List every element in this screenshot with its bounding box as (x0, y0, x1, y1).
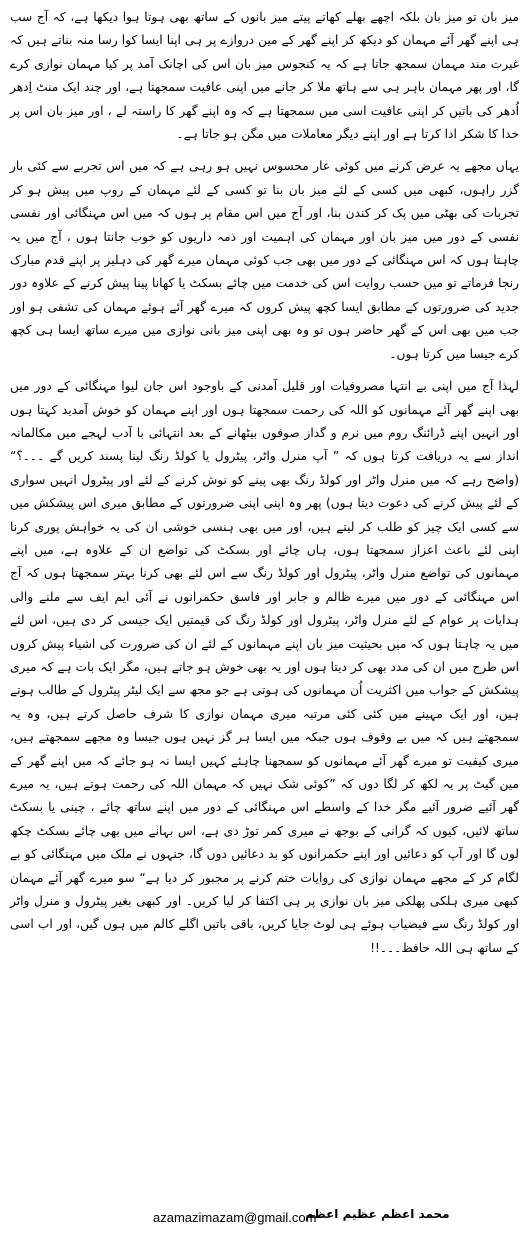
author-email: azamazimazam@gmail.com (153, 1210, 317, 1225)
paragraph-2: یہاں مجھے یہ عرض کرنے میں کوئی عار محسوس نہیں ہو رہی ہے کہ میں اس تجربے سے کئی بار گزر راہوں، کبھی میں کسی کے لئے میز بان بنا تو کسی کے لئے مہمان کے روپ میں پیش ہو کر تجربات کی بھٹی میں پک کر کندن بنا، اور آج میں اس مقام پر ہوں کہ میں اس مہنگائی اور نفسی نفسی کے دور میں میز بان اور مہمان کی اہمیت اور ذمہ داریوں کو خوب جانتا ہوں ، آج میں یہ چاہتا ہوں کہ اس مہنگائی کے دور میں بھی جب کوئی مہمان میرے گھر کی دہلیز پر اپنے قدم مبارک رنجا فرماتے تو میں حسب روایت اس کی خدمت میں چائے بسکٹ یا کھانا پینا پیش کرنے کے علاوہ دور جدید کی ضرورتوں کے مطابق ایسا کچھ پیش کروں کہ میرے گھر آئے ہوئے مہمان کی تشفی ہو اور جب میں بھی اس کے گھر حاضر ہوں تو وہ بھی اپنی میز بانی نوازی میں میرے ساتھ ایسا ہی کچھ کرے جیسا میں کرتا ہوں۔ (10, 159, 519, 361)
article-column (10, 6, 519, 969)
paragraph-1: میز بان تو میز بان بلکہ اچھے بھلے کھاتے پیتے میز بانوں کے ساتھ بھی ہوتا ہوا دیکھا ہے، کہ آج سب ہی اپنے گھر آئے مہمان کو دیکھ کر اپنے گھر کے مین دروازے پر ہی اپنا ایسا کوا رسا منہ بناتے ہیں کہ غیرت مند مہمان سمجھ جاتا ہے کہ یہ کنجوس میز بان اس کی اچانک آمد پر کیا مہمان نوازی کرے گا، اور پھر مہمان باہر ہی سے ہاتھ ملا کر جانے میں اپنی عافیت سمجھتا ہے، اور چند ایک منٹ اِدھر اُدھر کی باتیں کر اپنی عافیت اسی میں سمجھتا ہے کہ وہ اپنے گھر کا راستہ لے ، اور میز بان اس پر خدا کا شکر ادا کرتا ہے اور اپنے دیگر معاملات میں مگن ہو جاتا ہے۔ (10, 10, 519, 142)
article-footer (0, 1204, 529, 1234)
author-name: محمد اعظم عظیم اعظم (305, 1207, 450, 1221)
paragraph-3: لہذا آج میں اپنی بے انتہا مصروفیات اور قلیل آمدنی کے باوجود اس جان لیوا مہنگائی کے دور میں بھی اپنے گھر آئے مہمانوں کو اللہ کی رحمت سمجھتا ہوں اور اپنے مہمان کو خوش آمدید کہتا ہوں اور انہیں اپنے ڈرائنگ روم میں نرم و گداز صوفوں بیٹھانے کے بعد انتہائی با آدب لہجے میں مکالمانہ انداز سے یہ دریافت کرتا ہوں کہ ” آپ منرل واٹر، پیٹرول یا کولڈ رنگ لینا پسند کریں گے ۔۔۔؟“ (واضح رہے کہ میں منرل واٹر اور کولڈ رنگ بھی پینے کو نوش کرنے کے لئے اور پیٹرول انہیں سواری کے لئے پیش کرنے کی دعوت دیتا ہوں) پھر وہ اپنی اپنی ضرورتوں کے مطابق میری اس پیشکش میں سے کسی ایک چیز کو طلب کر لیتے ہیں، اور میں بھی ہنسی خوشی ان کی یہ خواہش پوری کرنا اپنی لئے باعث اعزاز سمجھتا ہوں، ہاں چائے اور بسکٹ کی تواضع ان کے علاوہ ہے، میں اپنے مہمانوں کی تواضع منرل واٹر، پیٹرول اور کولڈ رنگ سے اس لئے بھی کرنا بہتر سمجھتا ہوں کہ آج اس مہنگائی کے دور میں میرے ظالم و جابر اور فاسق حکمرانوں نے آئی ایم ایف سے ملنے والی ہدایات پر عوام کے لئے منرل واٹر، پیٹرول اور کولڈ رنگ کی قیمتیں ایک جیسی کر دی ہیں، اس لئے میں یہ چاہتا ہوں کہ میں بحیثیت میز بان اپنے مہمانوں کے لئے ان کی ضرورت کی اشیاء پیش کروں اس طرح میں ان کی مدد بھی کر دیتا ہوں اور یہ بھی خوش ہو جاتے ہیں، مگر ایک بات ہے کہ میری پیشکش کے جواب میں اکثریت اُن مہمانوں کی ہوتی ہے جو مجھ سے ایک لیٹر پیٹرول کے طالب ہوتے ہیں، اور ایک مہینے میں کئی کئی مرتبہ میری مہمان نوازی کا شرف حاصل کرتے ہیں، وہ یہ سمجھتے ہیں کہ میں بے وقوف ہوں جبکہ میں ایسا ہر گز نہیں ہوں جیسا وہ مجھے سمجھتے ہیں، میری کیفیت تو میرے گھر آئے مہمانوں کو سمجھنا چاہئے کہیں ایسا نہ ہو جائے کہ میں اپنے گھر کے مین گیٹ پر یہ لکھ کر لگا دوں کہ ”کوئی شک نہیں کہ مہمان اللہ کی رحمت ہوتے ہیں، یہ میرے گھر آئیے ضرور آئیے مگر خدا کے واسطے اس مہنگائی کے دور میں اپنے ساتھ چائے ، چینی یا بسکٹ ساتھ لائیں، کیوں کہ گرانی کے بوجھ نے میری کمر توڑ دی ہے، اس بہانے میں بھی چائے بسکٹ چکھ لوں گا اور آپ کو دعائیں اور اپنے حکمرانوں کو بد دعائیں دوں گا، جنہوں نے ملک میں مہنگائی کو بے لگام کر کے مجھے مہمان نوازی کی روایات ختم کرنے پر مجبور کر دیا ہے“ سو میرے گھر آئے مہمان کبھی میری ہلکی پھلکی میز بان نوازی پر ہی اکتفا کر لیا کریں۔ اور کبھی بغیر پیٹرول و منرل واٹر اور کولڈ رنگ سے فیضیاب ہوئے ہی لوٹ جایا کریں، باقی باتیں اگلے کالم میں ہوں گیں، اور اب اسی کے ساتھ ہی اللہ حافظ۔۔۔!! (10, 379, 519, 955)
